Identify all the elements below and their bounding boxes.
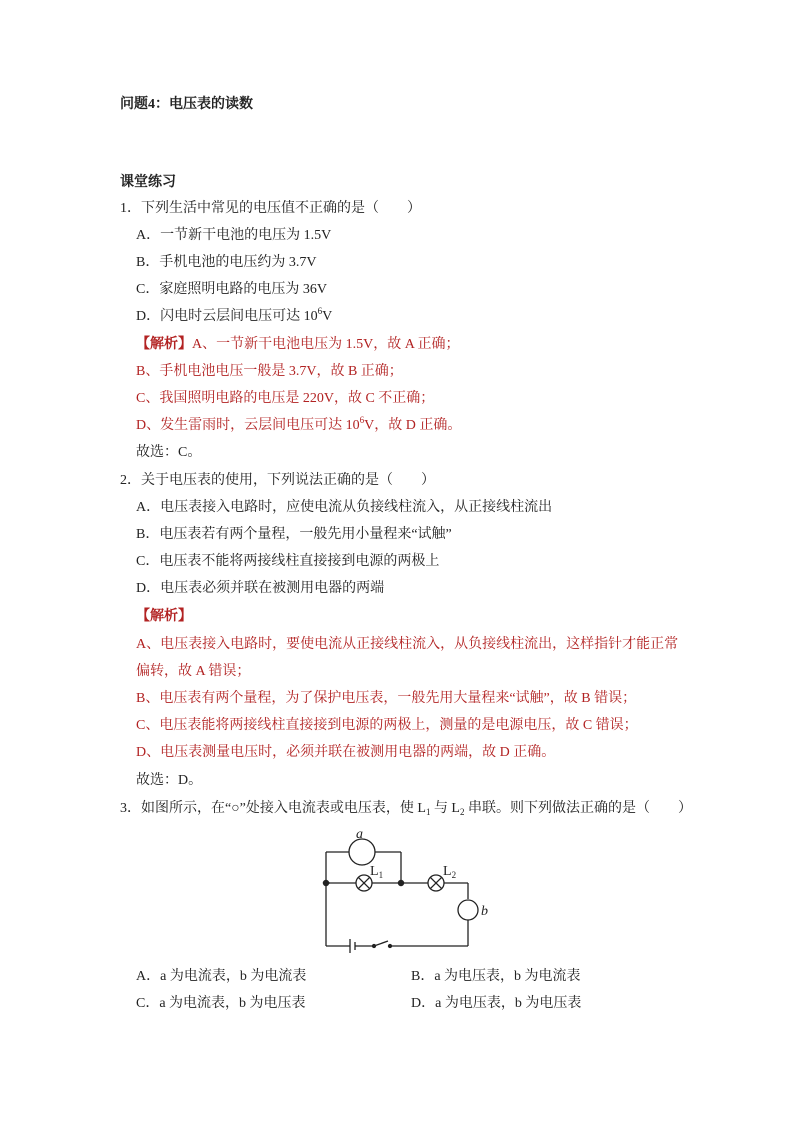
q3-stem-mid: 与 L [430, 801, 460, 816]
junction-node [398, 880, 403, 885]
label-b: b [481, 904, 488, 919]
q3-option-c: C．a 为电流表，b 为电压表 [136, 996, 306, 1011]
q1-analysis-tag: 【解析】 [136, 337, 192, 352]
q2-analysis-tag: 【解析】 [136, 609, 192, 624]
q1-option-d [136, 308, 332, 326]
section-title: 问题4：电压表的读数 [120, 97, 253, 112]
junction-left [323, 880, 328, 885]
meter-b [458, 900, 478, 920]
q2-option-c: C．电压表不能将两接线柱直接接到电源的两极上 [136, 554, 440, 569]
q2-answer: 故选：D。 [136, 773, 203, 788]
q3-stem-sub1: 1 [425, 807, 431, 817]
q1-analysis-d [136, 417, 461, 435]
q2-analysis-b: B、电压表有两个量程，为了保护电压表，一般先用大量程来“试触”，故 B 错误； [136, 691, 637, 706]
q1-analysis-d-tail: V，故 D 正确。 [364, 418, 462, 433]
q3-stem-post: 串联。则下列做法正确的是（ ） [464, 801, 692, 816]
q1-option-d-text: D．闪电时云层间电压可达 10 [136, 309, 318, 324]
label-a: a [356, 827, 363, 842]
q2-option-d: D．电压表必须并联在被测用电器的两端 [136, 581, 385, 596]
q3-stem [120, 800, 692, 818]
q1-option-b: B．手机电池的电压约为 3.7V [136, 255, 317, 270]
q3-stem-sub2: 2 [460, 807, 465, 817]
meter-a [349, 839, 375, 865]
q1-analysis-a [136, 336, 460, 354]
practice-title: 课堂练习 [120, 175, 176, 190]
q1-option-c: C．家庭照明电路的电压为 36V [136, 282, 327, 297]
q1-analysis-a-text: A、一节新干电池电压为 1.5V，故 A 正确； [192, 337, 460, 352]
q3-option-d: D．a 为电压表，b 为电压表 [411, 996, 582, 1011]
q1-option-d-unit: V [322, 309, 333, 324]
q3-option-b: B．a 为电压表，b 为电流表 [411, 969, 581, 984]
circuit-diagram [300, 820, 500, 955]
switch-blade [374, 941, 388, 946]
q1-answer: 故选：C。 [136, 445, 202, 460]
label-l2: $L_2$ [443, 864, 457, 880]
label-l1: $L_1$ [370, 864, 384, 880]
q1-analysis-c: C、我国照明电路的电压是 220V，故 C 不正确； [136, 391, 435, 406]
q2-analysis-a1: A、电压表接入电路时，要使电流从正接线柱流入，从负接线柱流出，这样指针才能正常 [136, 637, 679, 652]
q3-stem-pre: 3．如图所示，在“○”处接入电流表或电压表，使 L [120, 801, 426, 816]
q2-stem: 2．关于电压表的使用，下列说法正确的是（ ） [120, 473, 435, 488]
q1-analysis-d-exponent: 6 [359, 415, 365, 425]
q2-option-b: B．电压表若有两个量程，一般先用小量程来“试触” [136, 527, 452, 542]
q1-option-d-exponent: 6 [317, 306, 323, 316]
q2-analysis-a2: 偏转，故 A 错误； [136, 664, 251, 679]
q1-stem: 1．下列生活中常见的电压值不正确的是（ ） [120, 201, 421, 216]
q1-analysis-d-text: D、发生雷雨时，云层间电压可达 10 [136, 418, 360, 433]
q2-analysis-d: D、电压表测量电压时，必须并联在被测用电器的两端，故 D 正确。 [136, 745, 556, 760]
q2-option-a: A．电压表接入电路时，应使电流从负接线柱流入，从正接线柱流出 [136, 500, 553, 515]
q3-option-a: A．a 为电流表，b 为电流表 [136, 969, 307, 984]
q2-analysis-c: C、电压表能将两接线柱直接接到电源的两极上，测量的是电源电压，故 C 错误； [136, 718, 638, 733]
q1-analysis-b: B、手机电池电压一般是 3.7V，故 B 正确； [136, 364, 403, 379]
q1-option-a: A．一节新干电池的电压为 1.5V [136, 228, 332, 243]
